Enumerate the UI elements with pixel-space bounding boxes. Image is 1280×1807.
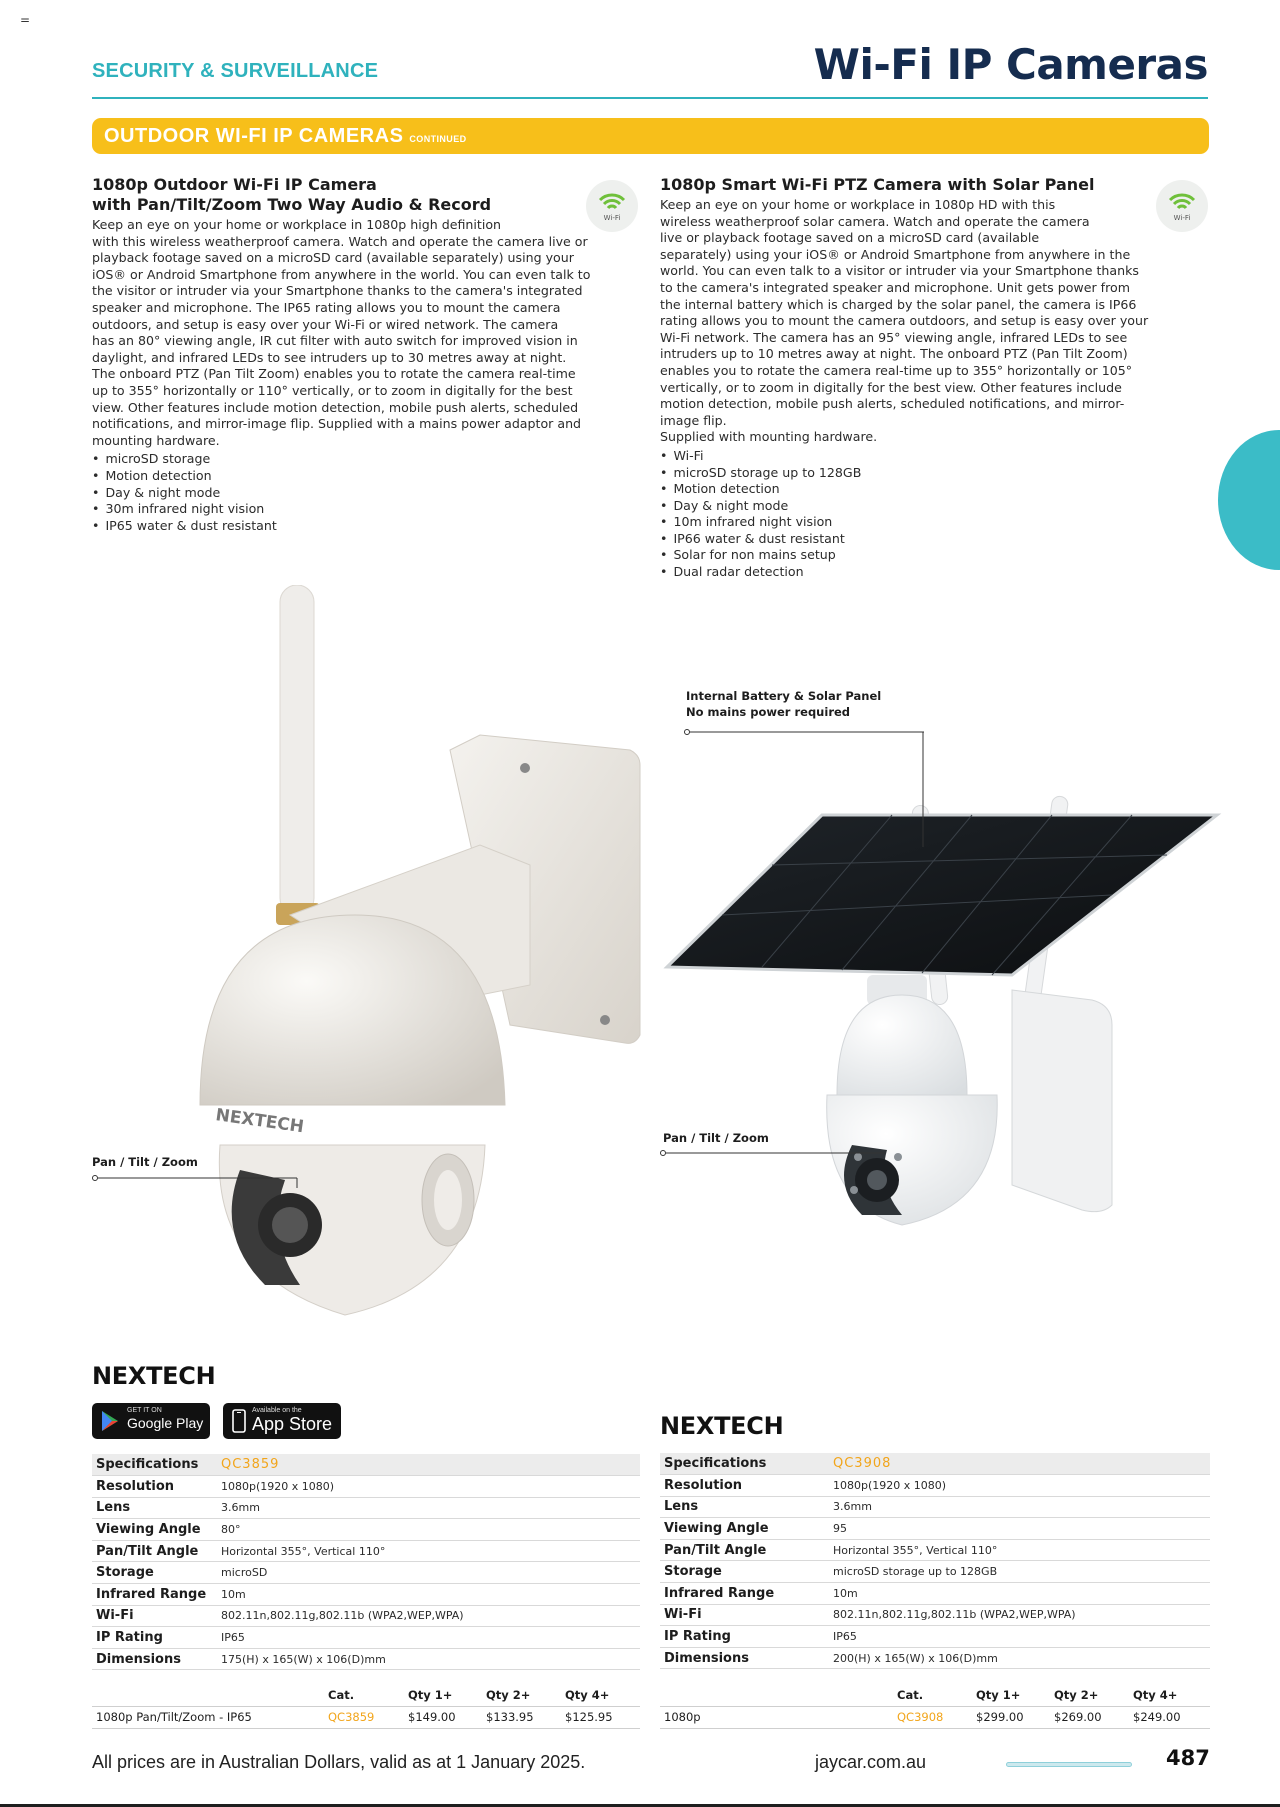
- price-row[interactable]: [660, 1706, 1210, 1728]
- left-feature-list: [92, 451, 640, 534]
- spec-key: Storage: [660, 1561, 833, 1583]
- left-desc-line: playback footage saved on a microSD card (available separately) using your: [92, 250, 574, 266]
- price-header-qty1: Qty 1+: [408, 1687, 453, 1702]
- spec-value: IP65: [221, 1627, 640, 1649]
- svg-text:NEXTECH: NEXTECH: [214, 1105, 306, 1138]
- spec-value: Horizontal 355°, Vertical 110°: [221, 1540, 640, 1562]
- spec-value: 200(H) x 165(W) x 106(D)mm: [833, 1647, 1210, 1669]
- left-pan-tilt-callout: Pan / Tilt / Zoom: [92, 1155, 198, 1169]
- right-desc-line: Wi-Fi network. The camera has an 95° viewing angle, infrared LEDs to see: [660, 329, 1128, 345]
- feature-item: • Dual radar detection: [660, 564, 1210, 581]
- brand-logo-left: NEXTECH: [92, 1362, 216, 1390]
- spec-value: 802.11n,802.11g,802.11b (WPA2,WEP,WPA): [833, 1604, 1210, 1626]
- spec-key: Pan/Tilt Angle: [660, 1539, 833, 1561]
- app-store-big-text: App Store: [252, 1414, 333, 1434]
- spec-row: [660, 1626, 1210, 1648]
- footer-decorative-line: [1006, 1762, 1132, 1767]
- feature-item: • IP66 water & dust resistant: [660, 531, 1210, 548]
- price-header-qty2: Qty 2+: [486, 1687, 531, 1702]
- right-desc-line: motion detection, mobile push alerts, scheduled notifications, and mirror-: [660, 396, 1125, 412]
- feature-item: • Day & night mode: [660, 498, 1210, 515]
- left-price-rows: [92, 1684, 640, 1729]
- app-store-small-text: Available on the: [252, 1407, 302, 1414]
- left-title-line2: with Pan/Tilt/Zoom Two Way Audio & Record: [92, 195, 492, 214]
- page-edge-tab[interactable]: [1218, 430, 1280, 570]
- price-desc: 1080p: [660, 1706, 897, 1728]
- spec-value: 3.6mm: [833, 1496, 1210, 1518]
- spec-row: [92, 1605, 640, 1627]
- spec-key: Storage: [92, 1562, 221, 1584]
- right-product-description: [660, 197, 1210, 446]
- feature-item: • Motion detection: [660, 481, 1210, 498]
- right-desc-line: Supplied with mounting hardware.: [660, 429, 878, 445]
- wifi-badge-label: Wi-Fi: [1173, 214, 1191, 222]
- left-desc-line: notifications, and mirror-image flip. Supplied with a mains power adaptor and: [92, 416, 582, 432]
- wifi-badge-right: [1156, 180, 1208, 232]
- price-qty1: $149.00: [408, 1706, 486, 1728]
- price-header-row: [660, 1684, 1210, 1706]
- spec-header-label: Specifications: [660, 1453, 833, 1475]
- spec-row: [660, 1475, 1210, 1497]
- feature-item: • Wi-Fi: [660, 448, 1210, 465]
- price-header-qty1: Qty 1+: [976, 1687, 1021, 1702]
- price-header-blank: [92, 1684, 328, 1706]
- price-qty2: $269.00: [1054, 1706, 1133, 1728]
- spec-key: Infrared Range: [660, 1583, 833, 1605]
- right-spec-table: [660, 1453, 1210, 1669]
- right-desc-line: vertically, or to zoom in digitally for the best view. Other features include: [660, 379, 1122, 395]
- spec-value: 10m: [221, 1584, 640, 1606]
- price-header-blank: [660, 1684, 897, 1706]
- spec-value: 10m: [833, 1583, 1210, 1605]
- banner-title: [104, 125, 467, 148]
- google-play-badge[interactable]: [92, 1403, 210, 1439]
- right-desc-line: Keep an eye on your home or workplace in 1080p HD with this: [660, 197, 1056, 212]
- spec-row: [92, 1627, 640, 1649]
- right-battery-callout: [686, 688, 881, 720]
- spec-value: 175(H) x 165(W) x 106(D)mm: [221, 1648, 640, 1670]
- left-desc-line: the visitor or intruder via your Smartphone thanks to the camera's integrated: [92, 283, 583, 299]
- spec-header-row: [660, 1453, 1210, 1475]
- price-qty4: $249.00: [1133, 1706, 1210, 1728]
- spec-row: [660, 1518, 1210, 1540]
- left-desc-line: has an 80° viewing angle, IR cut filter with auto switch for improved vision in: [92, 333, 578, 349]
- spec-value: 802.11n,802.11g,802.11b (WPA2,WEP,WPA): [221, 1605, 640, 1627]
- price-header-qty2: Qty 2+: [1054, 1687, 1099, 1702]
- wifi-badge-left: [586, 180, 638, 232]
- spec-row: [660, 1496, 1210, 1518]
- solar-camera-image: [662, 785, 1222, 1315]
- spec-row: [660, 1583, 1210, 1605]
- spec-row: [92, 1476, 640, 1498]
- spec-value: microSD storage up to 128GB: [833, 1561, 1210, 1583]
- feature-item: • Motion detection: [92, 468, 640, 485]
- footer-website-link[interactable]: jaycar.com.au: [815, 1752, 927, 1772]
- price-header-cat: Cat.: [328, 1687, 355, 1702]
- corner-menu-mark: =: [20, 13, 31, 27]
- spec-value: microSD: [221, 1562, 640, 1584]
- spec-header-code: QC3859: [221, 1454, 640, 1476]
- right-product-title: 1080p Smart Wi-Fi PTZ Camera with Solar Panel: [660, 175, 1095, 194]
- banner-subtitle: CONTINUED: [409, 134, 467, 144]
- spec-row: [660, 1539, 1210, 1561]
- banner-title-text: OUTDOOR WI-FI IP CAMERAS: [104, 125, 404, 147]
- right-feature-list: [660, 448, 1210, 581]
- spec-row: [92, 1562, 640, 1584]
- spec-row: [660, 1561, 1210, 1583]
- right-desc-line: rating allows you to mount the camera outdoors, and setup is easy over your: [660, 313, 1149, 329]
- spec-header-code: QC3908: [833, 1453, 1210, 1475]
- left-desc-line: Keep an eye on your home or workplace in 1080p high definition: [92, 217, 502, 232]
- spec-key: Dimensions: [660, 1647, 833, 1669]
- price-cat-code[interactable]: QC3859: [328, 1706, 408, 1728]
- spec-key: Lens: [92, 1497, 221, 1519]
- left-desc-line: up to 355° horizontally or 110° vertically, or to zoom in digitally for the best: [92, 382, 573, 398]
- spec-value: IP65: [833, 1626, 1210, 1648]
- spec-key: Wi-Fi: [92, 1605, 221, 1627]
- spec-row: [92, 1540, 640, 1562]
- left-desc-line: view. Other features include motion detection, mobile push alerts, scheduled: [92, 399, 579, 415]
- spec-value: Horizontal 355°, Vertical 110°: [833, 1539, 1210, 1561]
- spec-header-row: [92, 1454, 640, 1476]
- spec-row: [92, 1497, 640, 1519]
- price-header-qty4: Qty 4+: [1133, 1687, 1178, 1702]
- spec-key: IP Rating: [660, 1626, 833, 1648]
- feature-item: • 10m infrared night vision: [660, 514, 1210, 531]
- google-play-small-text: GET IT ON: [127, 1407, 162, 1414]
- feature-item: • Day & night mode: [92, 485, 640, 502]
- left-desc-line: mounting hardware.: [92, 432, 220, 448]
- right-desc-line: live or playback footage saved on a microSD card (available: [660, 230, 1040, 246]
- spec-row: [92, 1519, 640, 1541]
- left-product-description: [92, 217, 640, 449]
- left-desc-line: outdoors, and setup is easy over your Wi-Fi or wired network. The camera: [92, 316, 559, 332]
- spec-key: Resolution: [660, 1475, 833, 1497]
- price-row[interactable]: [92, 1706, 640, 1728]
- right-desc-line: world. You can even talk to a visitor or intruder via your Smartphone thanks: [660, 263, 1139, 279]
- right-callout-leader: [660, 1148, 890, 1162]
- left-desc-line: with this wireless weatherproof camera. Watch and operate the camera live or: [92, 233, 588, 249]
- spec-row: [660, 1604, 1210, 1626]
- right-desc-line: to the camera's integrated speaker and microphone. Unit gets power from: [660, 279, 1130, 295]
- wifi-badge-label: Wi-Fi: [603, 214, 621, 222]
- spec-value: 3.6mm: [221, 1497, 640, 1519]
- spec-value: 1080p(1920 x 1080): [221, 1476, 640, 1498]
- left-product-title: [92, 175, 640, 215]
- spec-header-label: Specifications: [92, 1454, 221, 1476]
- spec-value: 80°: [221, 1519, 640, 1541]
- spec-key: Wi-Fi: [660, 1604, 833, 1626]
- price-desc: 1080p Pan/Tilt/Zoom - IP65: [92, 1706, 328, 1728]
- spec-key: Resolution: [92, 1476, 221, 1498]
- right-desc-line: image flip.: [660, 412, 727, 428]
- footer-price-note: All prices are in Australian Dollars, valid as at 1 January 2025.: [92, 1752, 586, 1772]
- play-store-icon: [98, 1409, 122, 1433]
- spec-key: IP Rating: [92, 1627, 221, 1649]
- price-header-cat: Cat.: [897, 1687, 924, 1702]
- spec-value: 1080p(1920 x 1080): [833, 1475, 1210, 1497]
- section-label: SECURITY & SURVEILLANCE: [92, 60, 379, 82]
- page-title: Wi-Fi IP Cameras: [813, 40, 1208, 89]
- brand-logo-right: NEXTECH: [660, 1412, 784, 1440]
- spec-value: 95: [833, 1518, 1210, 1540]
- right-product-block: [660, 175, 1210, 581]
- battery-callout-line1: Internal Battery & Solar Panel: [686, 689, 882, 703]
- right-desc-line: intruders up to 10 metres away at night. The onboard PTZ (Pan Tilt Zoom): [660, 346, 1128, 362]
- price-qty2: $133.95: [486, 1706, 565, 1728]
- right-desc-line: wireless weatherproof solar camera. Watch and operate the camera: [660, 213, 1090, 229]
- battery-callout-line2: No mains power required: [686, 705, 851, 719]
- category-banner: [92, 118, 1209, 154]
- left-desc-line: The onboard PTZ (Pan Tilt Zoom) enables you to rotate the camera real-time: [92, 366, 576, 382]
- price-qty1: $299.00: [976, 1706, 1054, 1728]
- spec-key: Lens: [660, 1496, 833, 1518]
- right-battery-leader: [684, 725, 924, 850]
- page-number: 487: [1166, 1746, 1210, 1770]
- feature-item: • microSD storage: [92, 451, 640, 468]
- title-divider: [92, 97, 1208, 99]
- left-product-block: [92, 175, 640, 534]
- spec-key: Viewing Angle: [92, 1519, 221, 1541]
- ptz-camera-image: [180, 585, 650, 1325]
- feature-item: • Solar for non mains setup: [660, 547, 1210, 564]
- price-qty4: $125.95: [565, 1706, 640, 1728]
- apple-icon: [229, 1408, 249, 1434]
- right-price-rows: [660, 1684, 1210, 1729]
- price-header-row: [92, 1684, 640, 1706]
- left-desc-line: iOS® or Android Smartphone from anywhere in the world. You can even talk to: [92, 266, 591, 282]
- right-desc-line: the internal battery which is charged by the solar panel, the camera is IP66: [660, 296, 1137, 312]
- feature-item: • microSD storage up to 128GB: [660, 465, 1210, 482]
- spec-row: [92, 1648, 640, 1670]
- left-desc-line: speaker and microphone. The IP65 rating allows you to mount the camera: [92, 299, 561, 315]
- right-desc-line: enables you to rotate the camera real-time up to 355° horizontally or 105°: [660, 362, 1133, 378]
- spec-row: [92, 1584, 640, 1606]
- google-play-big-text: Google Play: [127, 1415, 204, 1431]
- app-store-badge[interactable]: [223, 1403, 341, 1439]
- right-pan-tilt-callout: Pan / Tilt / Zoom: [663, 1131, 769, 1145]
- left-callout-leader: [92, 1172, 302, 1190]
- right-desc-line: separately) using your iOS® or Android Smartphone from anywhere in the: [660, 246, 1131, 262]
- left-desc-line: daylight, and infrared LEDs to see intruders up to 30 metres away at night.: [92, 349, 567, 365]
- feature-item: • IP65 water & dust resistant: [92, 518, 640, 535]
- spec-key: Pan/Tilt Angle: [92, 1540, 221, 1562]
- spec-key: Viewing Angle: [660, 1518, 833, 1540]
- spec-row: [660, 1647, 1210, 1669]
- spec-key: Infrared Range: [92, 1584, 221, 1606]
- left-spec-table: [92, 1454, 640, 1670]
- left-title-line1: 1080p Outdoor Wi-Fi IP Camera: [92, 175, 377, 194]
- feature-item: • 30m infrared night vision: [92, 501, 640, 518]
- spec-key: Dimensions: [92, 1648, 221, 1670]
- price-header-qty4: Qty 4+: [565, 1687, 610, 1702]
- price-cat-code[interactable]: QC3908: [897, 1706, 976, 1728]
